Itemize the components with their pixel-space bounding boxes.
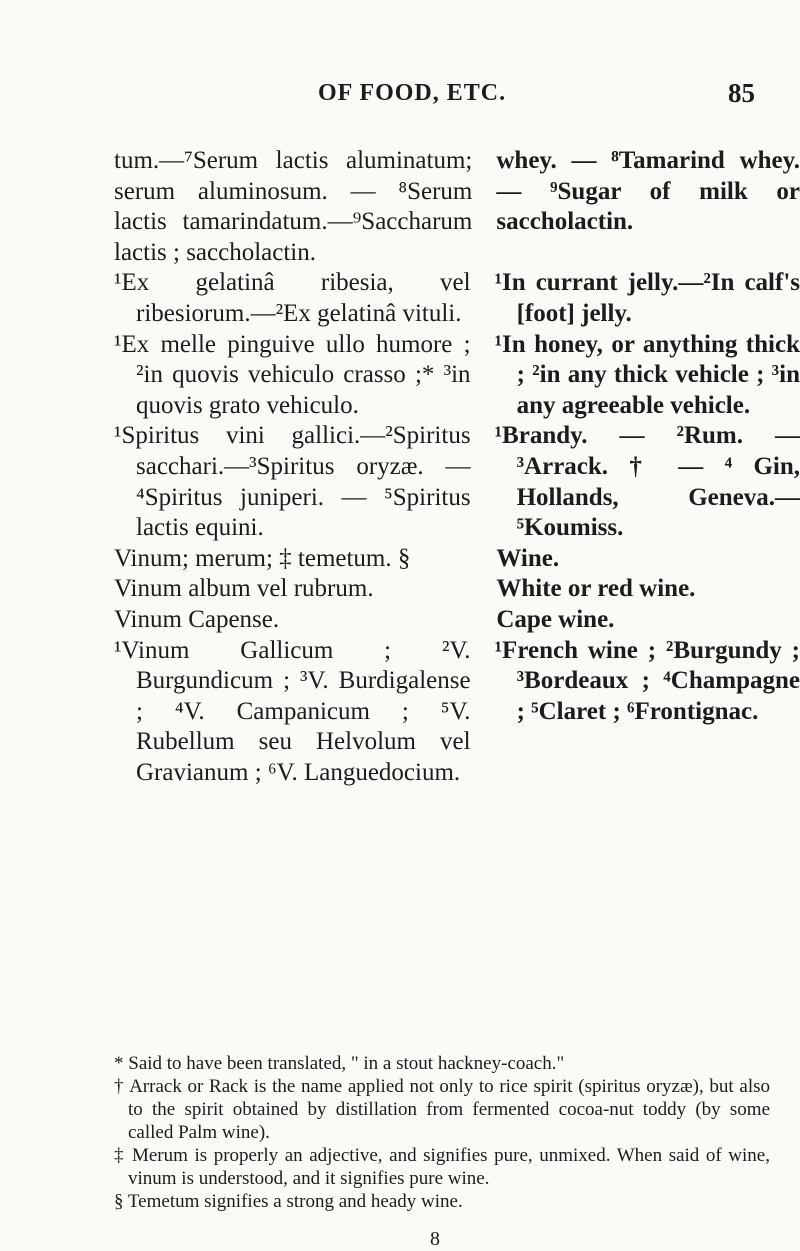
footnote: * Said to have been translated, " in a stout hackney-coach." — [114, 1053, 565, 1074]
entry-row — [0, 605, 800, 636]
footnote: § Temetum signifies a strong and heady wine. — [114, 1191, 463, 1212]
latin-text: tum.—⁷Serum lactis aluminatum; serum aluminosum. — ⁸Serum lactis tamarindatum.—⁹Saccharum lactis ; saccholactin. — [114, 147, 473, 266]
entry-row — [0, 268, 800, 329]
entry-row — [0, 330, 800, 422]
entry-row — [0, 146, 800, 268]
latin-text: Vinum; merum; ‡ temetum. § — [114, 544, 411, 572]
entry-row — [0, 636, 800, 789]
latin-text: ¹Spiritus vini gallici.—²Spiritus sacchari.—³Spiritus oryzæ. — ⁴Spiritus juniperi. — ⁵Spiritus lactis equini. — [114, 422, 471, 542]
english-text: ¹In honey, or anything thick ; ²in any thick vehicle ; ³in any agreeable vehicle. — [494, 330, 800, 419]
english-text: ¹Brandy. — ²Rum. — ³Arrack. † — ⁴ Gin, Hollands, Geneva.— ⁵Koumiss. — [494, 422, 800, 542]
footnotes — [114, 1052, 770, 1213]
english-text: Wine. — [496, 544, 560, 572]
latin-text: ¹Vinum Gallicum ; ²V. Burgundicum ; ³V. Burdigalense ; ⁴V. Campanicum ; ⁵V. Rubellum seu Helvolum vel Gravianum ; ⁶V. Languedocium. — [114, 636, 471, 786]
running-header — [0, 74, 800, 114]
english-text: Cape wine. — [496, 605, 615, 633]
entry-row — [0, 574, 800, 605]
english-text: ¹French wine ; ²Burgundy ; ³Bordeaux ; ⁴Champagne ; ⁵Claret ; ⁶Frontignac. — [494, 636, 800, 725]
english-text: whey. — ⁸Tamarind whey. — ⁹Sugar of milk or saccholactin. — [496, 147, 800, 236]
entry-row — [0, 544, 800, 575]
running-title: OF FOOD, ETC. — [318, 80, 507, 106]
latin-text: Vinum album vel rubrum. — [114, 575, 374, 603]
page-number: 85 — [728, 78, 755, 108]
signature-mark: 8 — [430, 1228, 440, 1250]
entry-row — [0, 421, 800, 543]
english-text: ¹In currant jelly.—²In calf's [foot] jelly. — [494, 269, 800, 327]
latin-text: Vinum Capense. — [114, 605, 280, 633]
latin-text: ¹Ex melle pinguive ullo humore ; ²in quovis vehiculo crasso ;* ³in quovis grato vehiculo. — [114, 330, 471, 419]
latin-text: ¹Ex gelatinâ ribesia, vel ribesiorum.—²Ex gelatinâ vituli. — [114, 269, 471, 327]
footnote: † Arrack or Rack is the name applied not only to rice spirit (spiritus oryzæ), but also to the spirit obtained by distillation from fermented cocoa-nut toddy (by some called Palm wine). — [114, 1076, 770, 1143]
footnote: ‡ Merum is properly an adjective, and signifies pure, unmixed. When said of wine, vinum is understood, and it signifies pure wine. — [114, 1145, 770, 1189]
english-text: White or red wine. — [496, 575, 696, 603]
vocabulary-table — [0, 146, 800, 788]
